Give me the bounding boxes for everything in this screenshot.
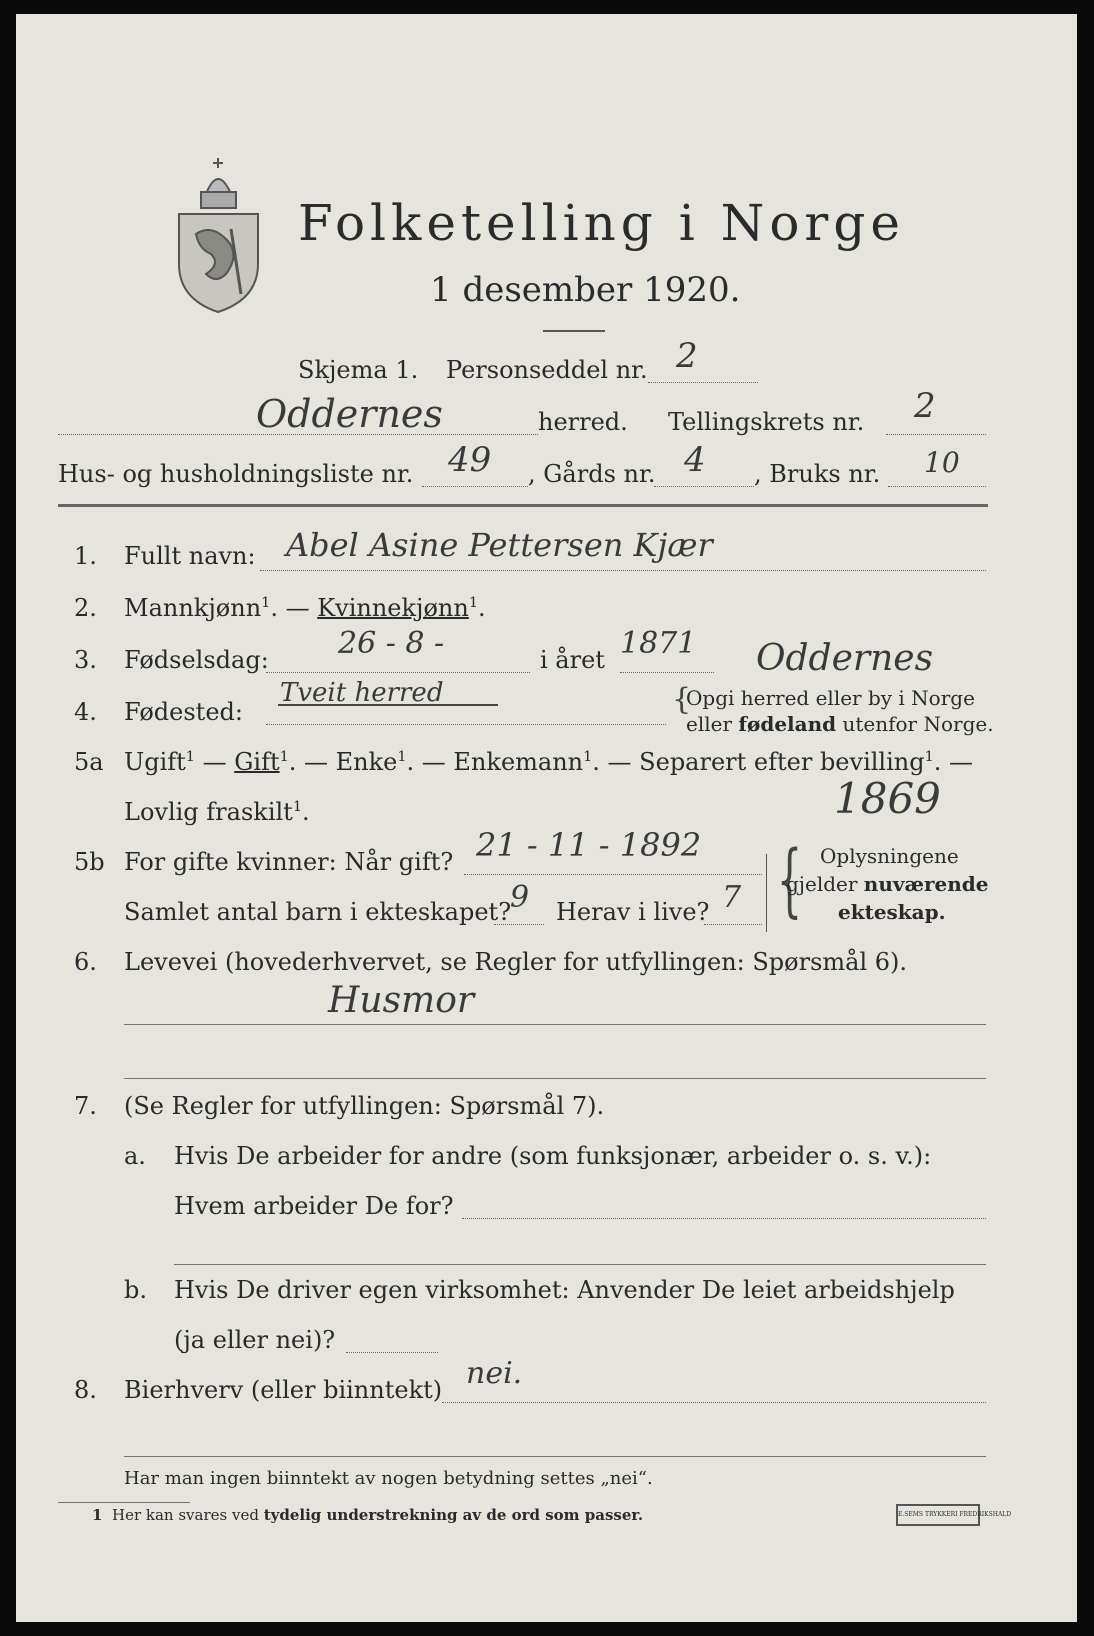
footnote-mark: 1 [92,1506,103,1524]
q5b-value: 21 - 11 - 1892 [476,826,702,864]
q6-number: 6. [74,948,97,976]
q8-line-2 [124,1456,986,1457]
q3-line [266,672,530,673]
gards-label: , Gårds nr. [528,460,656,488]
q5b-brace: { [776,833,803,926]
footnote-text: Her kan svares ved tydelig understrekning av de ord som passer. [112,1506,644,1524]
q7a-text: Hvis De arbeider for andre (som funksjonær, arbeider o. s. v.): [174,1142,932,1170]
q5b-label: For gifte kvinner: Når gift? [124,848,454,876]
q3-value: 26 - 8 - [338,626,445,661]
q7b-sub: (ja eller nei)? [174,1326,336,1354]
q8-number: 8. [74,1376,97,1404]
q8-line [442,1402,986,1403]
q5b-live-label: Herav i live? [556,898,710,926]
tellingskrets-label: Tellingskrets nr. [668,408,865,436]
q4-note-line1: Opgi herred eller by i Norge [686,686,975,710]
bruks-line [888,486,986,487]
q2-kvinnekjonn: Kvinnekjønn [317,594,469,622]
herred-label: herred. [538,408,628,436]
title-divider [543,330,605,332]
q5b-live-line [704,924,762,925]
q5b-barn-line [494,924,544,925]
q7a-line [462,1218,986,1219]
q2-mannkjonn: Mannkjønn [124,594,262,622]
q4-line [266,724,666,725]
q5b-note-line1: Oplysningene [820,844,959,868]
q3-year-label: i året [540,646,605,674]
form-title: Folketelling i Norge [298,194,905,252]
q5b-line [464,874,762,875]
q6-line-1 [124,1024,986,1025]
personseddel-line [648,382,758,383]
bruks-value: 10 [924,446,960,479]
q5a-lovlig: Lovlig fraskilt$^1$. [124,798,310,826]
tellingskrets-line [886,434,986,435]
q3-number: 3. [74,646,97,674]
personseddel-value: 2 [676,336,698,376]
q5b-number: 5b [74,848,105,876]
header-divider [58,504,988,507]
q3-label: Fødselsdag: [124,646,269,674]
q5b-note-line3: ekteskap. [838,900,946,924]
q4-strike [278,704,498,706]
q7-number: 7. [74,1092,97,1120]
hus-value: 49 [448,440,492,480]
hus-label: Hus- og husholdningsliste nr. [58,460,414,488]
q5a-annotation: 1869 [834,774,941,823]
q6-line-2 [124,1078,986,1079]
footnote-divider [58,1502,190,1503]
q1-line [260,570,986,571]
q5a-number: 5a [74,748,104,776]
q6-label: Levevei (hovederhvervet, se Regler for utfyllingen: Spørsmål 6). [124,948,908,976]
q5a-gift: Gift [234,748,280,776]
q4-note-line2: eller fødeland utenfor Norge. [686,712,994,736]
census-form [16,14,1077,1622]
q6-value: Husmor [328,980,475,1021]
q8-label: Bierhverv (eller biinntekt) [124,1376,443,1404]
herred-value: Oddernes [256,392,443,436]
q7-label: (Se Regler for utfyllingen: Spørsmål 7). [124,1092,605,1120]
q7b-text: Hvis De driver egen virksomhet: Anvender De leiet arbeidshjelp [174,1276,955,1304]
q2-options: Mannkjønn$^1$. — Kvinnekjønn$^1$. [124,594,486,622]
gards-line [654,486,754,487]
personseddel-label: Personseddel nr. [446,356,648,384]
q7b-line [346,1352,438,1353]
q5b-barn-label: Samlet antal barn i ekteskapet? [124,898,512,926]
q3-year-value: 1871 [620,626,697,661]
printer-stamp: E.SEMS TRYKKERI FREDRIKSHALD [896,1504,980,1526]
biinntekt-note: Har man ingen biinntekt av nogen betydning settes „nei“. [124,1468,653,1489]
q7a-line-2 [174,1264,986,1265]
coat-of-arms-icon [171,154,266,314]
q7a-sub: Hvem arbeider De for? [174,1192,454,1220]
q8-value: nei. [466,1356,523,1391]
q4-note-bracket: { [672,682,692,717]
q5b-note-line2: gjelder nuværende [786,872,989,896]
q3-year-line [620,672,714,673]
q1-label: Fullt navn: [124,542,256,570]
q7a-number: a. [124,1142,146,1170]
form-date: 1 desember 1920. [430,270,741,310]
q5a-options: Ugift$^1$ — Gift$^1$. — Enke$^1$. — Enkemann$^1$. — Separert efter bevilling$^1$. — [124,748,974,776]
q7b-number: b. [124,1276,147,1304]
q4-value: Oddernes [756,638,934,679]
gards-value: 4 [684,440,706,480]
q5b-barn-value: 9 [510,880,530,915]
bruks-label: , Bruks nr. [754,460,881,488]
q1-number: 1. [74,542,97,570]
skjema-label: Skjema 1. [298,356,419,384]
q5b-vertical-rule [766,854,767,932]
q4-label: Fødested: [124,698,243,726]
q2-number: 2. [74,594,97,622]
q4-number: 4. [74,698,97,726]
q5b-live-value: 7 [722,880,742,915]
tellingskrets-value: 2 [914,386,936,426]
q4-crossed-value: Tveit herred [280,678,444,708]
q1-value: Abel Asine Pettersen Kjær [286,526,713,564]
hus-line [422,486,528,487]
